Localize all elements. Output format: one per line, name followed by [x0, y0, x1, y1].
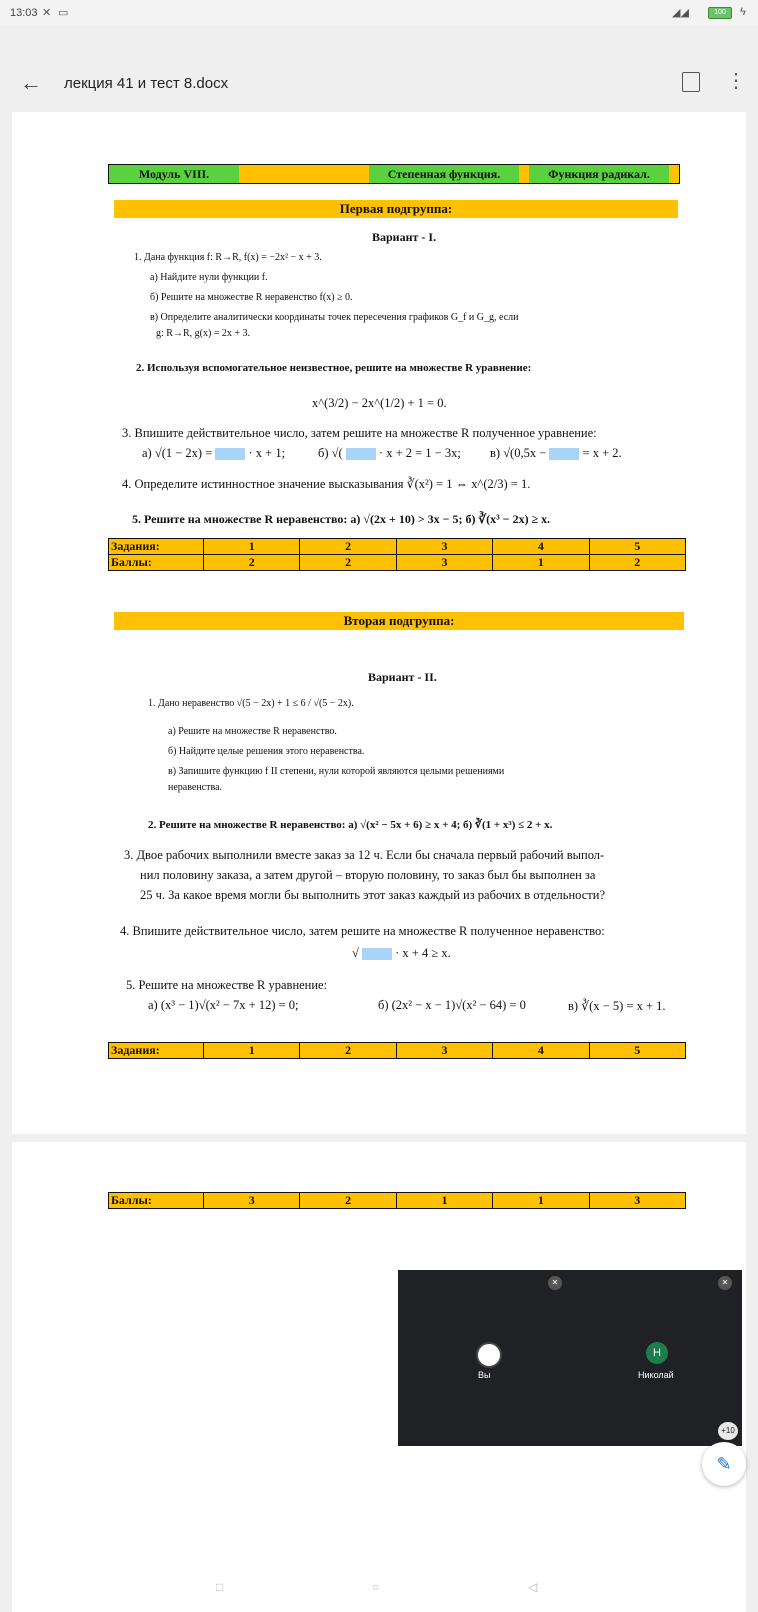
- g1-q2-equation: x^(3/2) − 2x^(1/2) + 1 = 0.: [312, 396, 447, 410]
- g2-q4-blank[interactable]: [362, 948, 392, 960]
- group2-variant: Вариант - II.: [368, 670, 437, 684]
- table-row: [109, 555, 686, 571]
- table-cell: 3: [204, 1193, 300, 1209]
- g1-q1: 1. Дана функция f: R→R, f(x) = −2x² − x + 3.: [134, 252, 322, 263]
- g2-q3-line2: нил половину заказа, а затем другой – вторую половину, то заказ был бы выполнен за: [140, 868, 596, 882]
- table-row: [109, 1193, 686, 1209]
- find-in-document-icon[interactable]: [682, 72, 700, 92]
- g2-q4-equation: [352, 946, 451, 961]
- g1-q1-b: б) Решите на множестве R неравенство f(x) ≥ 0.: [150, 292, 353, 303]
- group1-title: Первая подгруппа:: [114, 200, 678, 218]
- g2-q3-line1: 3. Двое рабочих выполнили вместе заказ за 12 ч. Если бы сначала первый рабочий выпол-: [124, 848, 605, 862]
- g2-tasks-table: [108, 1042, 686, 1059]
- sqrt-sign: √: [352, 946, 359, 960]
- mic-off-icon: ✕: [718, 1276, 732, 1290]
- table-cell: 1: [493, 1193, 589, 1209]
- app-bar: [0, 60, 758, 106]
- table-row: [109, 1043, 686, 1059]
- table-cell: 2: [300, 1043, 396, 1059]
- table-cell: 3: [396, 539, 492, 555]
- g2-q2: 2. Решите на множестве R неравенство: а) √(x² − 5x + 6) ≥ x + 4; б) ∛(1 + x³) ≤ 2 + x.: [148, 819, 553, 831]
- back-arrow-icon[interactable]: ←: [20, 70, 42, 95]
- g1-q3-a-right: · x + 1;: [248, 446, 286, 460]
- mute-icon: ✕: [42, 7, 52, 19]
- signal-icon: ◢◢: [672, 7, 689, 19]
- table-cell: Задания:: [109, 1043, 204, 1059]
- g1-q3-a-left: а) √(1 − 2x) =: [142, 446, 213, 460]
- self-label: Вы: [478, 1370, 491, 1380]
- table-cell: 1: [204, 1043, 300, 1059]
- table-cell: 2: [300, 539, 396, 555]
- g1-q1-a: а) Найдите нули функции f.: [150, 272, 268, 283]
- table-cell: 2: [589, 555, 685, 571]
- nav-bar: [0, 1578, 758, 1600]
- table-cell: 1: [204, 539, 300, 555]
- more-options-icon[interactable]: ⋮: [726, 70, 746, 92]
- table-cell: Задания:: [109, 539, 204, 555]
- g2-q5-a: а) (x³ − 1)√(x² − 7x + 12) = 0;: [148, 998, 299, 1012]
- g2-q5-b: б) (2x² − x − 1)√(x² − 64) = 0: [378, 998, 526, 1012]
- more-participants-badge[interactable]: +10: [718, 1422, 738, 1440]
- g2-q1-c-cont: неравенства.: [168, 782, 223, 793]
- table-cell: Баллы:: [109, 555, 204, 571]
- table-cell: Баллы:: [109, 1193, 204, 1209]
- g1-q5: 5. Решите на множестве R неравенство: а) √(2x + 10) > 3x − 5; б) ∛(x³ − 2x) ≥ x.: [132, 512, 551, 526]
- g2-q4-right: · x + 4 ≥ x.: [395, 946, 451, 960]
- g2-q1-a: а) Решите на множестве R неравенство.: [168, 726, 337, 737]
- g2-q5-c: в) ∛(x − 5) = x + 1.: [568, 999, 666, 1013]
- clock: 13:03: [10, 7, 38, 19]
- g1-q1-c-cont: g: R→R, g(x) = 2x + 3.: [156, 328, 251, 339]
- document-page-1: [12, 112, 746, 1134]
- self-avatar: [476, 1342, 502, 1368]
- g1-q3: 3. Впишите действительное число, затем решите на множестве R полученное уравнение:: [122, 426, 597, 440]
- pencil-icon: ✎: [716, 1454, 732, 1474]
- g1-q1-c: в) Определите аналитически координаты точек пересечения графиков G_f и G_g, если: [150, 312, 519, 323]
- g1-q3-a-blank[interactable]: [215, 448, 245, 460]
- table-cell: 2: [300, 555, 396, 571]
- table-row: [109, 539, 686, 555]
- table-cell: 5: [589, 1043, 685, 1059]
- table-cell: 1: [396, 1193, 492, 1209]
- table-cell: 1: [493, 555, 589, 571]
- g2-q5: 5. Решите на множестве R уравнение:: [126, 978, 328, 992]
- g1-q3-c: [490, 446, 622, 461]
- g1-q4: 4. Определите истинностное значение высказывания ∛(x²) = 1 ⇔ x^(2/3) = 1.: [122, 477, 531, 491]
- g2-q3-line3: 25 ч. За какое время могли бы выполнить этот заказ каждый из рабочих в отдельности?: [140, 888, 605, 902]
- charging-icon: ϟ: [740, 6, 746, 18]
- back-nav-icon[interactable]: ◁: [528, 1580, 538, 1594]
- participant-label: Николай: [638, 1370, 674, 1380]
- module-header-table: [108, 164, 680, 184]
- module-cell: Модуль VIII.: [109, 165, 239, 183]
- battery-icon: 100: [708, 7, 732, 19]
- g1-q3-c-right: = x + 2.: [582, 446, 622, 460]
- table-cell: 3: [396, 1043, 492, 1059]
- record-icon: ▭: [58, 7, 69, 19]
- document-title: лекция 41 и тест 8.docx: [64, 75, 229, 92]
- g1-score-table: [108, 538, 686, 571]
- g1-q3-a: [142, 446, 285, 461]
- g2-points-table: [108, 1192, 686, 1209]
- table-cell: 3: [396, 555, 492, 571]
- group1-variant: Вариант - I.: [372, 230, 437, 244]
- home-icon[interactable]: ○: [372, 1580, 380, 1594]
- g1-q3-c-left: в) √(0,5x −: [490, 446, 547, 460]
- mic-off-icon: ✕: [548, 1276, 562, 1290]
- g1-q3-c-blank[interactable]: [549, 448, 579, 460]
- g1-q3-b-right: · x + 2 = 1 − 3x;: [378, 446, 461, 460]
- g2-q1-c: в) Запишите функцию f II степени, нули которой являются целыми решениями: [168, 766, 505, 777]
- recents-icon[interactable]: □: [216, 1580, 224, 1594]
- edit-fab[interactable]: [702, 1442, 746, 1486]
- g1-q3-b-left: б) √(: [318, 446, 343, 460]
- g1-q3-b: [318, 446, 461, 461]
- g2-q4: 4. Впишите действительное число, затем решите на множестве R полученное неравенство:: [120, 924, 605, 938]
- topic-power-function: Степенная функция.: [369, 165, 519, 183]
- table-cell: 2: [204, 555, 300, 571]
- table-cell: 4: [493, 1043, 589, 1059]
- g1-q3-b-blank[interactable]: [346, 448, 376, 460]
- table-cell: 4: [493, 539, 589, 555]
- video-call-overlay[interactable]: [398, 1270, 742, 1446]
- g2-q1: 1. Дано неравенство √(5 − 2x) + 1 ≤ 6 / √(5 − 2x).: [148, 698, 354, 709]
- g2-q1-b: б) Найдите целые решения этого неравенства.: [168, 746, 365, 757]
- g1-q2: 2. Используя вспомогательное неизвестное, решите на множестве R уравнение:: [136, 362, 532, 374]
- status-bar: [0, 0, 758, 26]
- table-cell: 2: [300, 1193, 396, 1209]
- topic-radical-function: Функция радикал.: [529, 165, 669, 183]
- table-cell: 5: [589, 539, 685, 555]
- table-cell: 3: [589, 1193, 685, 1209]
- group2-title: Вторая подгруппа:: [114, 612, 684, 630]
- participant-avatar: Н: [646, 1342, 668, 1364]
